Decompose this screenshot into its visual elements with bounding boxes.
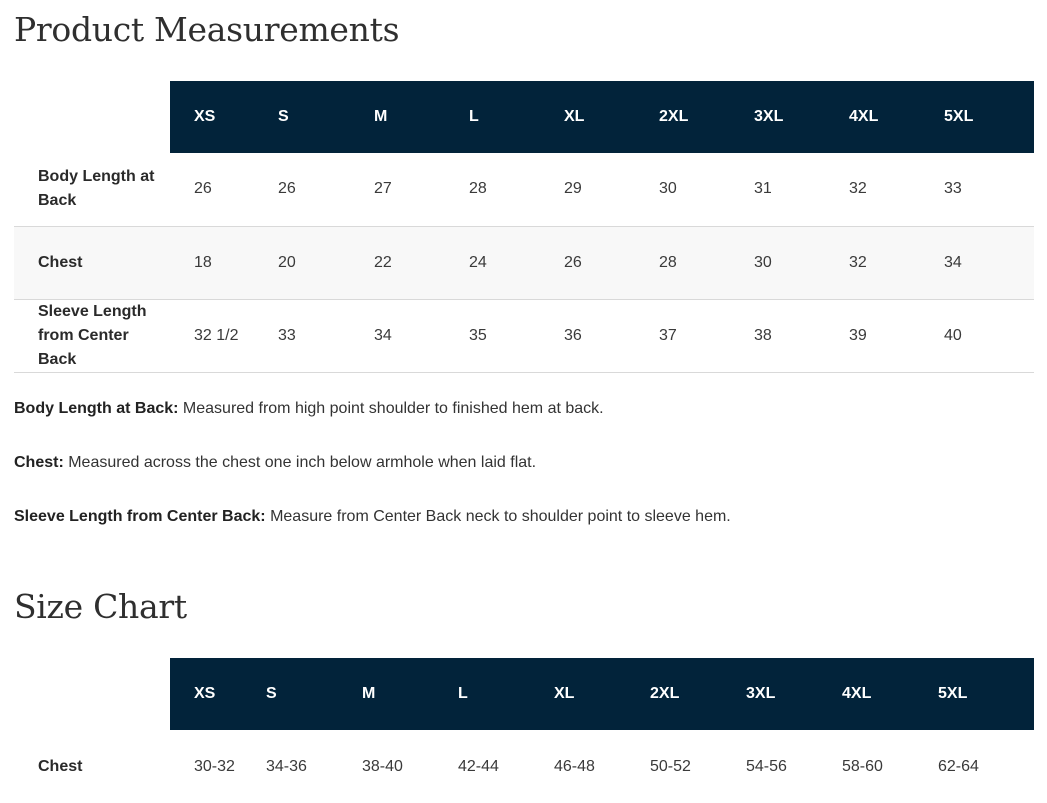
table-cell: 30 [754, 253, 772, 271]
size-header-5xl: 5XL [938, 658, 1034, 730]
size-header-l: L [458, 658, 554, 730]
table-cell: 31 [754, 180, 772, 198]
table-cell: 30 [659, 180, 677, 198]
table-cell: 35 [469, 326, 487, 344]
size-header-l: L [469, 81, 564, 153]
size-header-2xl: 2XL [650, 658, 746, 730]
size-header-m: M [374, 81, 469, 153]
table-row [14, 299, 1034, 372]
table-row [14, 730, 1034, 803]
table-cell: 29 [564, 180, 582, 198]
definition-term: Body Length at Back: [14, 400, 179, 417]
size-header-3xl: 3XL [746, 658, 842, 730]
row-label-chest: Chest [38, 253, 83, 271]
table-header-row [14, 81, 1034, 153]
table-cell: 20 [278, 253, 296, 271]
table-row [14, 153, 1034, 226]
size-header-5xl: 5XL [944, 81, 1034, 153]
table-cell: 33 [944, 180, 962, 198]
table-cell: 34 [944, 253, 962, 271]
table-cell: 34 [374, 326, 392, 344]
table-cell: 33 [278, 326, 296, 344]
header-corner [14, 658, 170, 730]
definition-text: Measure from Center Back neck to shoulder point to sleeve hem. [265, 508, 731, 525]
table-cell: 32 1/2 [194, 326, 239, 344]
table-cell: 22 [374, 253, 392, 271]
definition-body-length [14, 397, 1034, 421]
table-cell: 24 [469, 253, 487, 271]
table-cell: 39 [849, 326, 867, 344]
size-chart-title: Size Chart [14, 587, 187, 626]
table-cell: 27 [374, 180, 392, 198]
table-cell: 32 [849, 253, 867, 271]
table-header-row [14, 658, 1034, 730]
table-cell: 26 [564, 253, 582, 271]
row-label-body-length: Body Length at Back [38, 168, 155, 210]
definition-chest [14, 451, 1034, 475]
size-header-m: M [362, 658, 458, 730]
size-header-xl: XL [564, 81, 659, 153]
size-header-4xl: 4XL [842, 658, 938, 730]
table-cell: 54-56 [746, 757, 787, 775]
table-cell: 37 [659, 326, 677, 344]
size-header-s: S [266, 658, 362, 730]
table-cell: 42-44 [458, 757, 499, 775]
size-header-4xl: 4XL [849, 81, 944, 153]
table-cell: 38-40 [362, 757, 403, 775]
table-cell: 46-48 [554, 757, 595, 775]
definition-text: Measured from high point shoulder to finished hem at back. [178, 400, 604, 417]
size-header-xs: XS [170, 81, 278, 153]
size-header-s: S [278, 81, 374, 153]
table-cell: 62-64 [938, 757, 979, 775]
row-label-chest: Chest [38, 757, 83, 775]
definition-sleeve-length [14, 505, 1034, 529]
table-cell: 32 [849, 180, 867, 198]
table-cell: 18 [194, 253, 212, 271]
table-row [14, 226, 1034, 299]
row-label-sleeve-length: Sleeve Length from Center Back [38, 302, 147, 368]
product-measurements-table [14, 81, 1034, 373]
table-cell: 50-52 [650, 757, 691, 775]
measurement-definitions [14, 397, 1034, 559]
table-cell: 38 [754, 326, 772, 344]
definition-term: Sleeve Length from Center Back: [14, 508, 266, 525]
size-header-xs: XS [170, 658, 266, 730]
table-cell: 30-32 [194, 757, 235, 775]
table-cell: 26 [194, 180, 212, 198]
table-cell: 58-60 [842, 757, 883, 775]
table-cell: 26 [278, 180, 296, 198]
table-cell: 40 [944, 326, 962, 344]
table-cell: 28 [659, 253, 677, 271]
definition-text: Measured across the chest one inch below armhole when laid flat. [63, 454, 537, 471]
size-header-2xl: 2XL [659, 81, 754, 153]
product-measurements-title: Product Measurements [14, 10, 400, 49]
header-corner [14, 81, 170, 153]
table-cell: 36 [564, 326, 582, 344]
size-chart-table [14, 658, 1034, 803]
table-cell: 34-36 [266, 757, 307, 775]
definition-term: Chest: [14, 454, 64, 471]
table-cell: 28 [469, 180, 487, 198]
size-header-3xl: 3XL [754, 81, 849, 153]
size-header-xl: XL [554, 658, 650, 730]
